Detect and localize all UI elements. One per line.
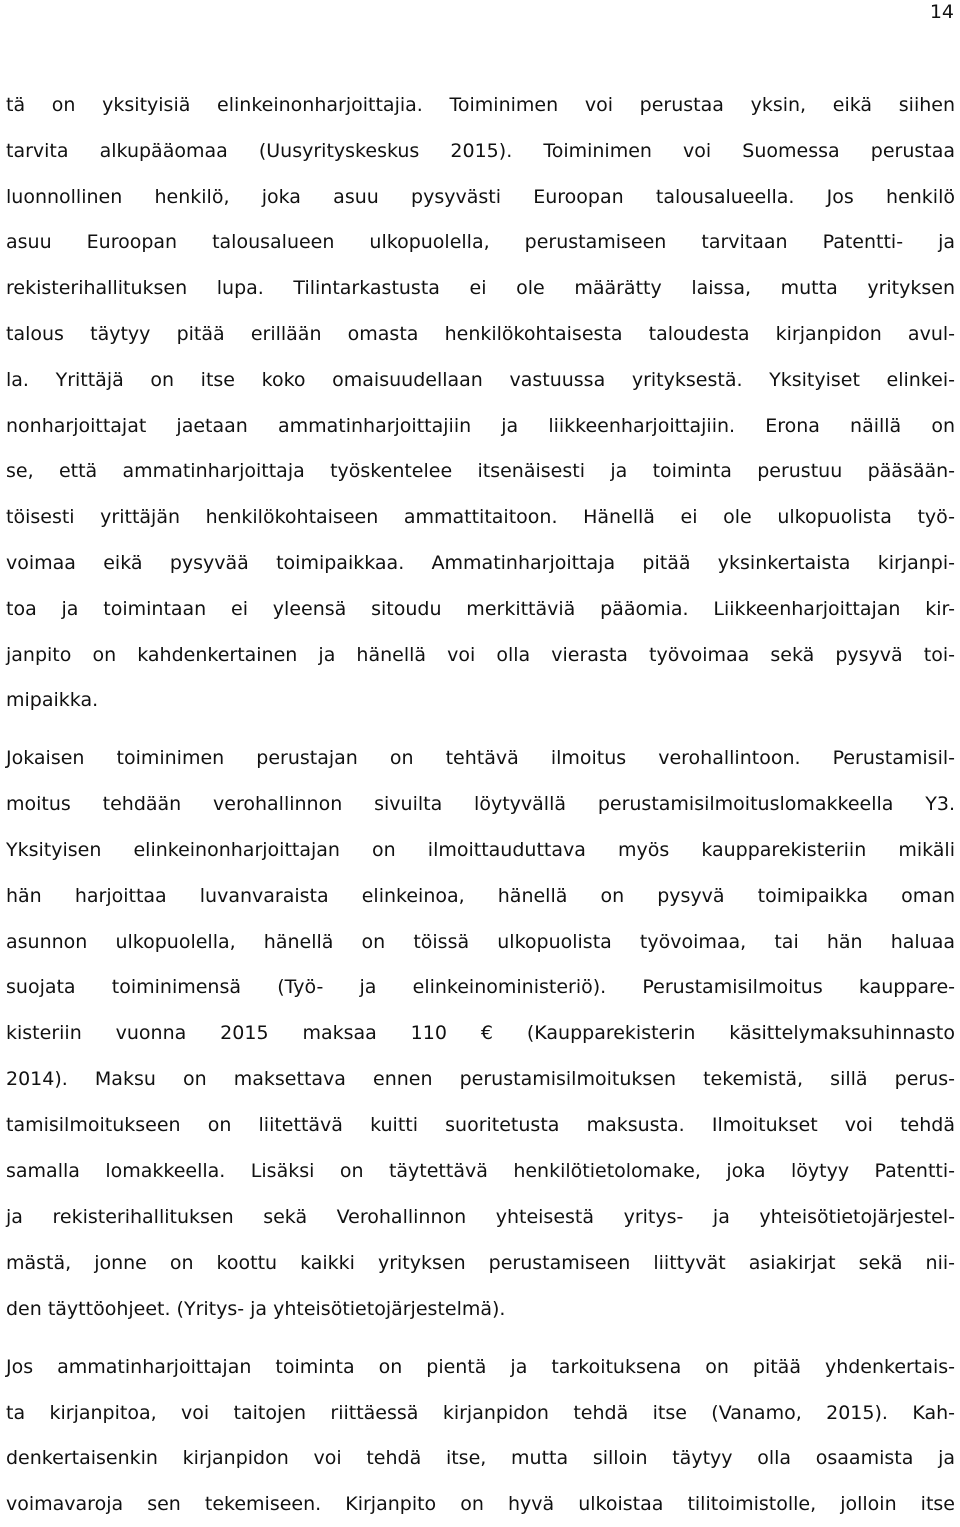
text-line: tä on yksityisiä elinkeinonharjoittajia. Toiminimen voi perustaa yksin, eikä siihen — [6, 83, 955, 129]
text-line: voimavaroja sen tekemiseen. Kirjanpito on hyvä ulkoistaa tilitoimistolle, jolloin itse — [6, 1482, 955, 1527]
text-line: den täyttöohjeet. (Yritys- ja yhteisötietojärjestelmä). — [6, 1287, 955, 1333]
text-line: tarvita alkupääomaa (Uusyrityskeskus 2015). Toiminimen voi Suomessa perustaa — [6, 129, 955, 175]
text-line: hän harjoittaa luvanvaraista elinkeinoa, hänellä on pysyvä toimipaikka oman — [6, 874, 955, 920]
text-line: mipaikka. — [6, 678, 955, 724]
page-number: 14 — [930, 0, 954, 24]
text-line: toa ja toimintaan ei yleensä sitoudu merkittäviä pääomia. Liikkeenharjoittajan kir- — [6, 587, 955, 633]
text-line: janpito on kahdenkertainen ja hänellä voi olla vierasta työvoimaa sekä pysyvä toi- — [6, 633, 955, 679]
text-line: luonnollinen henkilö, joka asuu pysyvästi Euroopan talousalueella. Jos henkilö — [6, 175, 955, 221]
text-line: samalla lomakkeella. Lisäksi on täytettävä henkilötietolomake, joka löytyy Patentti- — [6, 1149, 955, 1195]
text-line: la. Yrittäjä on itse koko omaisuudellaan vastuussa yrityksestä. Yksityiset elinkei- — [6, 358, 955, 404]
paragraph-business-forms — [6, 83, 955, 724]
text-line: töisesti yrittäjän henkilökohtaiseen ammattitaitoon. Hänellä ei ole ulkopuolista työ- — [6, 495, 955, 541]
text-line: rekisterihallituksen lupa. Tilintarkastusta ei ole määrätty laissa, mutta yrityksen — [6, 266, 955, 312]
text-line: nonharjoittajat jaetaan ammatinharjoittajiin ja liikkeenharjoittajiin. Erona näillä on — [6, 404, 955, 450]
text-line: asuu Euroopan talousalueen ulkopuolella, perustamiseen tarvitaan Patentti- ja — [6, 220, 955, 266]
text-line: voimaa eikä pysyvää toimipaikkaa. Ammatinharjoittaja pitää yksinkertaista kirjanpi- — [6, 541, 955, 587]
text-line: Jokaisen toiminimen perustajan on tehtävä ilmoitus verohallintoon. Perustamisil- — [6, 736, 955, 782]
text-line: ta kirjanpitoa, voi taitojen riittäessä kirjanpidon tehdä itse (Vanamo, 2015). Kah- — [6, 1391, 955, 1437]
text-line: se, että ammatinharjoittaja työskentelee itsenäisesti ja toiminta perustuu pääsään- — [6, 449, 955, 495]
paragraph-bookkeeping — [6, 1345, 955, 1527]
text-line: tamisilmoitukseen on liitettävä kuitti suoritetusta maksusta. Ilmoitukset voi tehdä — [6, 1103, 955, 1149]
text-line: moitus tehdään verohallinnon sivuilta löytyvällä perustamisilmoituslomakkeella Y3. — [6, 782, 955, 828]
text-line: mästä, jonne on koottu kaikki yrityksen perustamiseen liittyvät asiakirjat sekä nii- — [6, 1241, 955, 1287]
text-line: asunnon ulkopuolella, hänellä on töissä ulkopuolista työvoimaa, tai hän haluaa — [6, 920, 955, 966]
text-line: Jos ammatinharjoittajan toiminta on pientä ja tarkoituksena on pitää yhdenkertais- — [6, 1345, 955, 1391]
text-line: 2014). Maksu on maksettava ennen perustamisilmoituksen tekemistä, sillä perus- — [6, 1057, 955, 1103]
paragraph-registration — [6, 736, 955, 1333]
text-line: Yksityisen elinkeinonharjoittajan on ilmoittauduttava myös kaupparekisteriin mikäli — [6, 828, 955, 874]
text-line: talous täytyy pitää erillään omasta henkilökohtaisesta taloudesta kirjanpidon avul- — [6, 312, 955, 358]
text-line: ja rekisterihallituksen sekä Verohallinnon yhteisestä yritys- ja yhteisötietojärjestel- — [6, 1195, 955, 1241]
text-line: denkertaisenkin kirjanpidon voi tehdä itse, mutta silloin täytyy olla osaamista ja — [6, 1436, 955, 1482]
text-line: suojata toiminimensä (Työ- ja elinkeinoministeriö). Perustamisilmoitus kauppare- — [6, 965, 955, 1011]
text-line: kisteriin vuonna 2015 maksaa 110 € (Kaupparekisterin käsittelymaksuhinnasto — [6, 1011, 955, 1057]
